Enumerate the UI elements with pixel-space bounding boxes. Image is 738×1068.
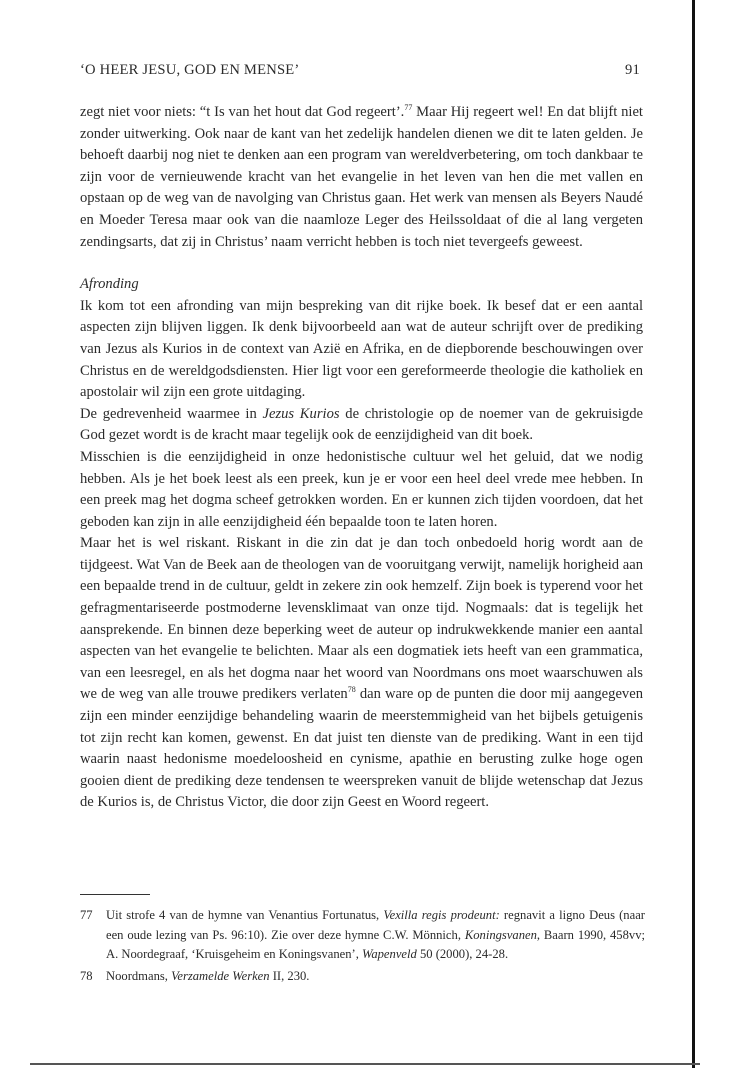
footnote-number: 77 xyxy=(80,908,93,922)
paragraph: zegt niet voor niets: “t Is van het hout dat God regeert’.$^{77}$ Maar Hij regeert wel! En dat blijft niet zonder uitwerking. Ook naar de kant van het zedelijk handelen dienen we dit te laten gelden. Je behoeft daarbij nog niet te denken aan een program van wereldverbetering, om toch dankbaar te zijn voor de vernieuwende kracht van het evangelie in het leven van hen die met vallen en opstaan op de weg van de navolging van Christus gaan. Het werk van mensen als Beyers Naudé en Moeder Teresa maar ook van die naamloze Leger des Heilssoldaat of die al lang vergeten zendingsarts, dat zij in Christus’ naam verricht hebben is toch niet tevergeefs geweest. xyxy=(80,103,643,250)
paragraph: De gedrevenheid waarmee in Jezus Kurios de christologie op de noemer van de gekruisigde God gezet wordt is de kracht maar tegelijk ook de eenzijdigheid van dit boek. xyxy=(80,405,643,444)
page-spine-edge xyxy=(692,0,695,1068)
paragraph: Ik kom tot een afronding van mijn bespreking van dit rijke boek. Ik besef dat er een aantal aspecten zijn blijven liggen. Ik denk bijvoorbeeld aan wat de auteur schrijft over de prediking van Jezus als Kurios in de context van Azië en Afrika, en de diepborende beschouwingen over Christus en de wereldgodsdiensten. Hier ligt voor een gereformeerde theologie die katholiek en apostolair wil zijn een grote uitdaging. xyxy=(80,297,643,401)
footnote-ref-77[interactable]: 77 xyxy=(404,103,413,112)
running-title: ‘O HEER JESU, GOD EN MENSE’ xyxy=(80,62,300,78)
running-header xyxy=(80,62,640,82)
section-heading: Afronding xyxy=(80,276,139,293)
book-title: Jezus Kurios xyxy=(262,405,340,422)
footnote-number: 78 xyxy=(80,969,93,984)
footnote-77: 77 Uit strofe 4 van de hymne van Venantius Fortunatus, Vexilla regis prodeunt: regnavit a ligno Deus (naar een oude lezing van Ps. 96:10). Zie over deze hymne C.W. Mönnich, Koningsvanen, Baarn 1990, 458vv; A. Noordegraaf, ‘Kruisgeheim en Koningsvanen’, Wapenveld 50 (2000), 24-28. xyxy=(80,908,645,962)
paragraph: Misschien is die eenzijdigheid in onze hedonistische cultuur wel het geluid, dat we nodig hebben. Als je het boek leest als een preek, kun je er voor een heel deel vrede mee hebben. In een preek mag het dogma scheef getrokken worden. En er kunnen zich tijden voordoen, dat het geboden kan zijn in alle eenzijdigheid één bepaalde toon te laten horen. xyxy=(80,448,643,530)
footnote-ref-78[interactable]: 78 xyxy=(347,685,356,695)
footnotes xyxy=(80,906,645,987)
paragraph: Maar het is wel riskant. Riskant in die zin dat je dan toch onbedoeld horig wordt aan de tijdgeest. Wat Van de Beek aan de theologen van de vooruitgang verwijt, namelijk horigheid aan een bepaalde trend in de cultuur, geldt in zekere zin ook hemzelf. Zijn boek is typerend voor het gefragmentariseerde postmoderne levensklimaat van onze tijd. Nogmaals: dat is tegelijk het aansprekende. En binnen deze beperking weet de auteur op indrukwekkende manier een aantal aspecten van het evangelie te belichten. Maar als een dogmatiek iets heeft van een grammatica, van een leesregel, en als het dogma naar het woord van Noordmans ons moet waarschuwen als we de weg van alle trouwe predikers verlaten$^{78}$ dan ware op de punten die door mij aangegeven zijn een minder eenzijdige behandeling waarin de meerstemmigheid van het bijbels getuigenis tot zijn recht kan komen, gewenst. En dat juist ten dienste van de prediking. Want in een tijd waarin naast hedonisme moedeloosheid en cynisme, apathie en berusting zulke hoge ogen gooien dient de prediking deze tendensen te weerspreken vanuit de blijde wetenschap dat Jezus de Kurios is, de Christus Victor, die door zijn Geest en Woord regeert. xyxy=(80,535,643,811)
footnote-78: 78 Noordmans, Verzamelde Werken II, 230. xyxy=(80,967,645,987)
main-text xyxy=(80,102,643,814)
scan-bottom-edge xyxy=(30,1063,700,1065)
page-number: 91 xyxy=(625,62,640,78)
footnote-separator xyxy=(80,894,150,895)
